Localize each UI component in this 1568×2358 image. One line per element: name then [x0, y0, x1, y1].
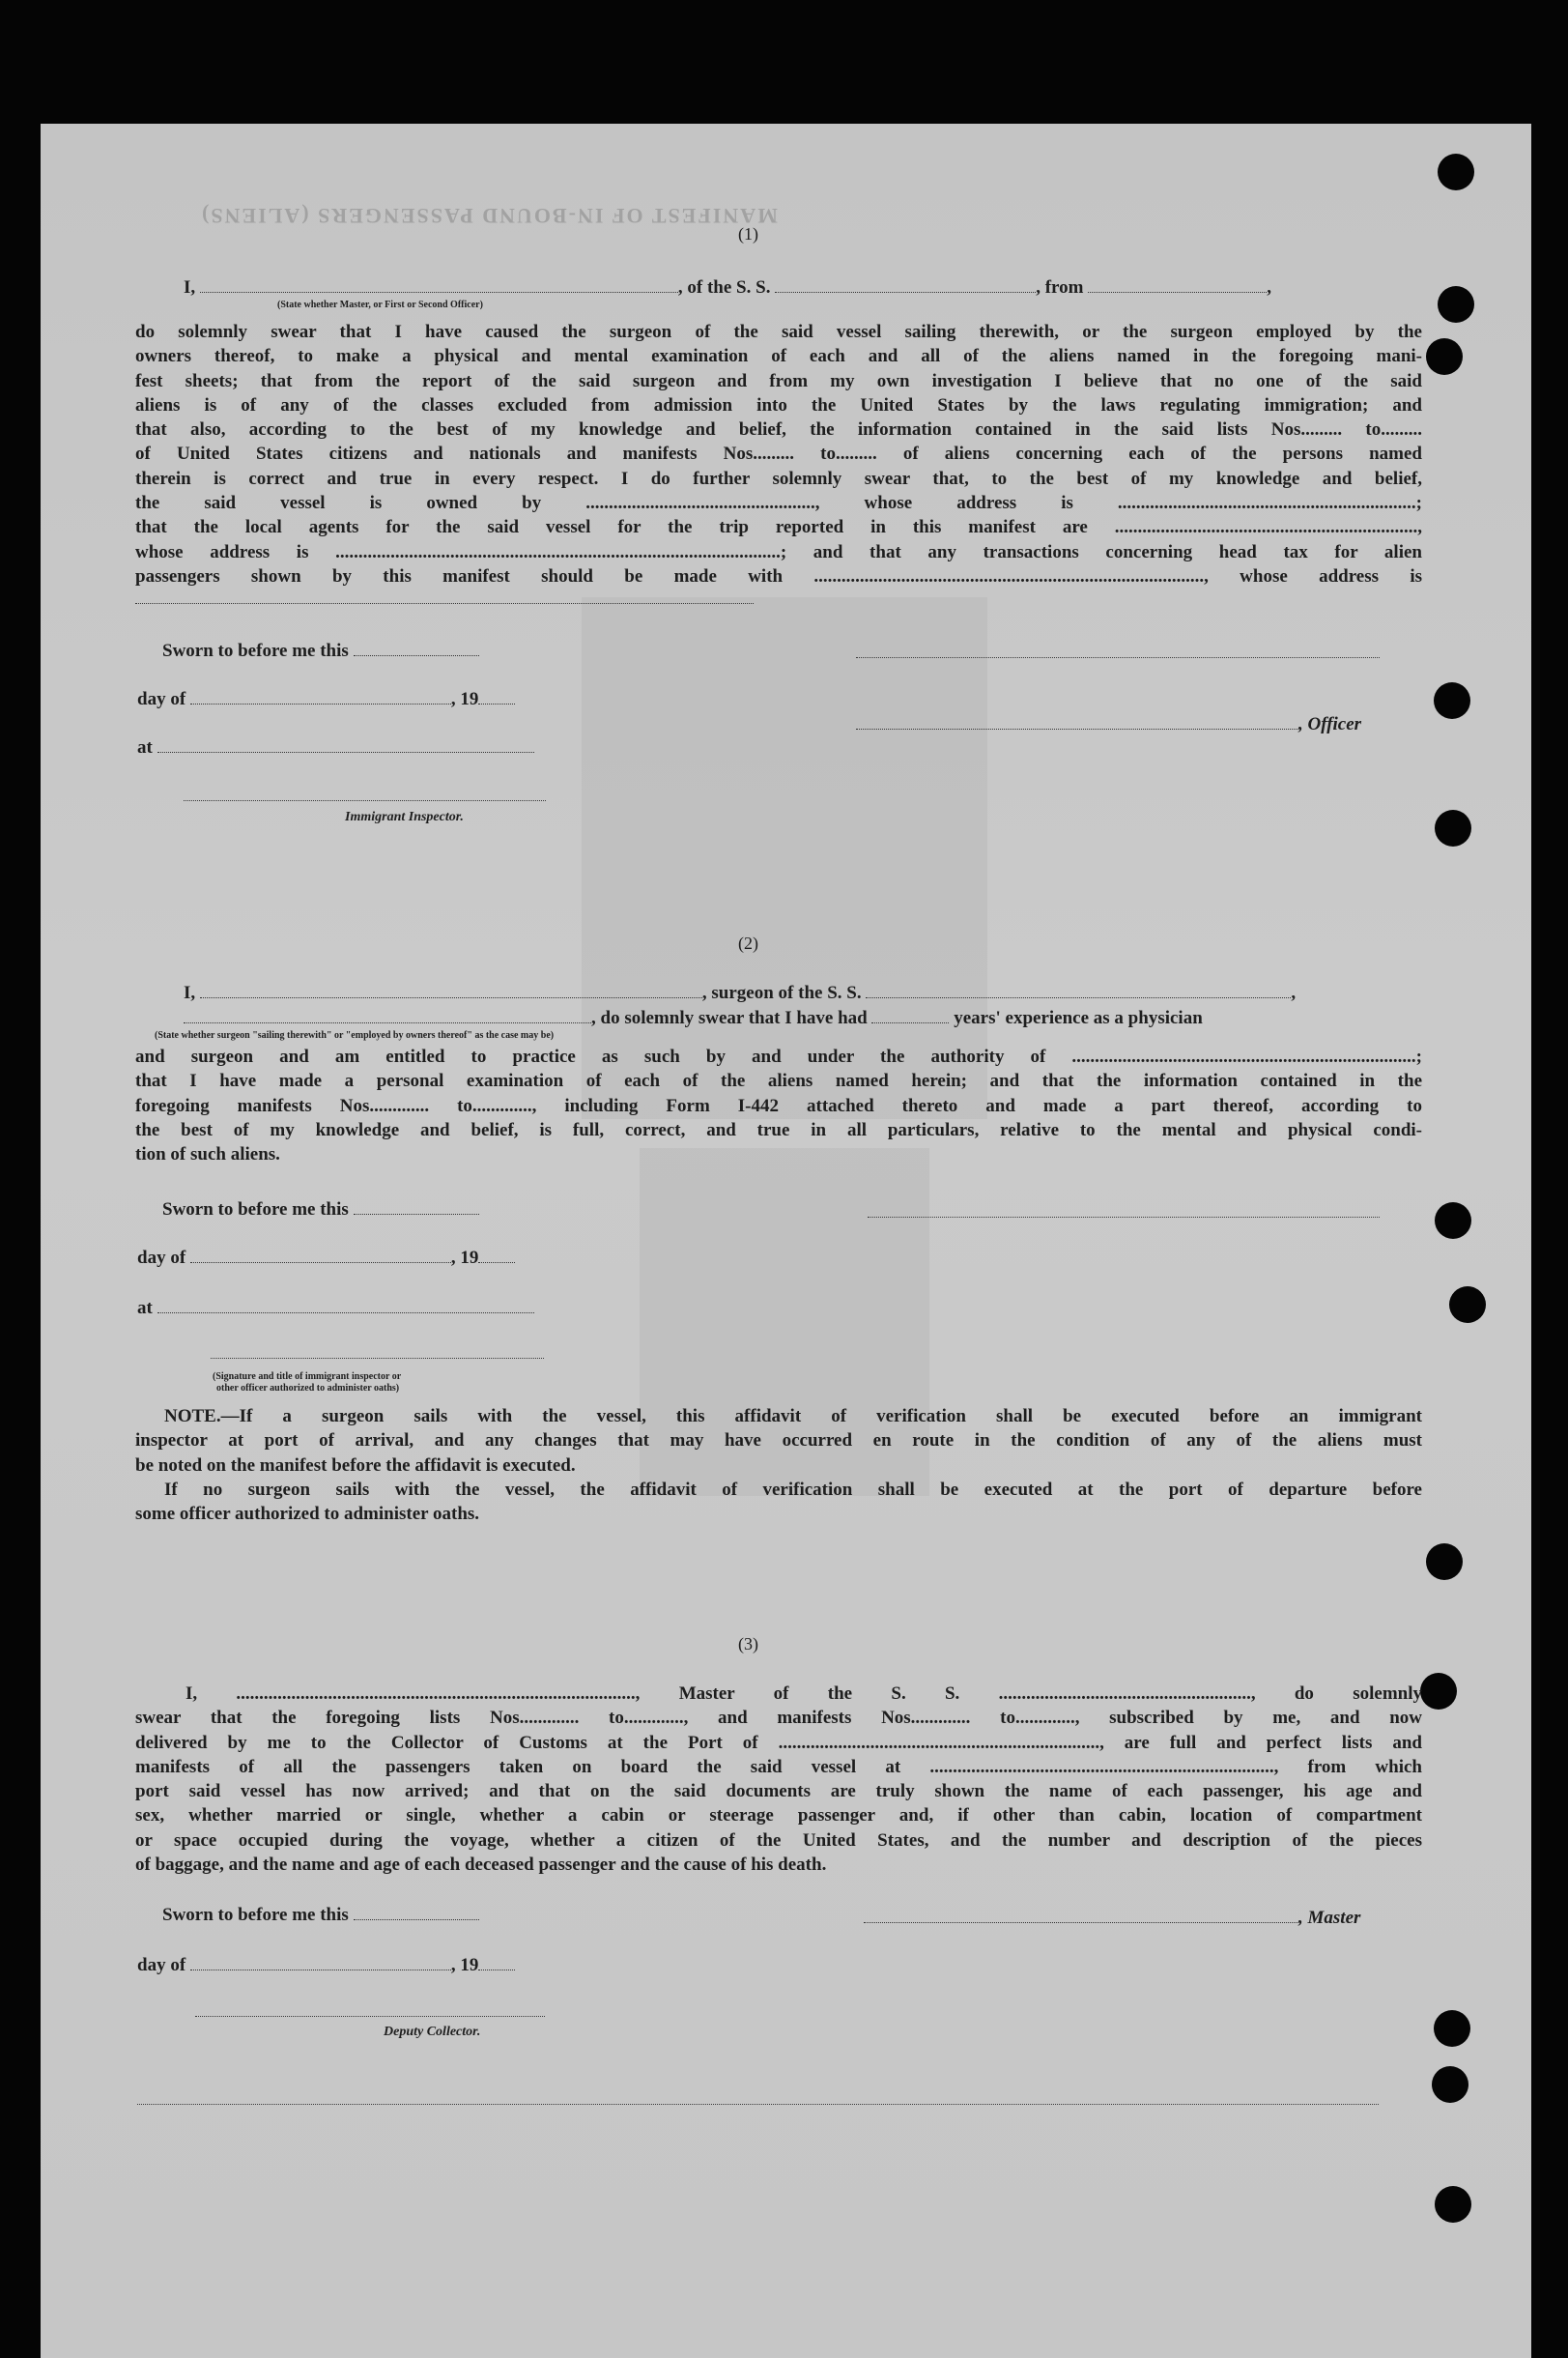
- s1-body-line: fest sheets; that from the report of the said surgeon and from my own investigation I believe that no one of the said: [135, 370, 1422, 391]
- s2-at-line: [137, 1295, 534, 1321]
- s2-i-label: I,: [184, 983, 196, 1004]
- s1-vessel-field[interactable]: [775, 274, 1036, 293]
- s2-vessel-field[interactable]: [866, 980, 1291, 998]
- section-1-number: (1): [738, 224, 758, 244]
- s2-surgeon-signature-field[interactable]: [868, 1217, 1380, 1218]
- binder-hole: [1432, 2066, 1468, 2103]
- s1-body-line: that also, according to the best of my knowledge and belief, the information contained in the said lists Nos......... to.........: [135, 419, 1422, 441]
- s1-oath-body: [135, 320, 1422, 589]
- s2-signature-note-2: other officer authorized to administer oaths): [216, 1383, 400, 1394]
- s1-sworn-line: [162, 638, 479, 664]
- s1-of-ss-label: , of the S. S.: [677, 277, 771, 299]
- s1-day-label: day of: [137, 689, 186, 710]
- s3-collector-signature-field[interactable]: [195, 2016, 545, 2017]
- s2-signature-note-1: (Signature and title of immigrant inspector or: [213, 1371, 402, 1382]
- s2-note2-line: If no surgeon sails with the vessel, the affidavit of verification shall be executed at the port of departure before: [164, 1479, 1422, 1500]
- s1-from-label: , from: [1036, 277, 1084, 299]
- s2-inspector-signature-field[interactable]: [211, 1358, 544, 1359]
- s2-years-label: years' experience as a physician: [954, 1008, 1203, 1029]
- s2-note2-line-last: some officer authorized to administer oaths.: [135, 1504, 480, 1525]
- s2-sworn-line: [162, 1196, 479, 1222]
- s2-note: [135, 1404, 1422, 1526]
- s1-body-line: aliens is of any of the classes excluded from admission into the United States by the laws regulating immigration; and: [135, 394, 1422, 416]
- s2-line2: [184, 1005, 1203, 1031]
- s2-surgeon-note: (State whether surgeon "sailing therewith" or "employed by owners thereof" as the case may be): [155, 1030, 555, 1041]
- binder-hole: [1435, 2186, 1471, 2223]
- s2-surgeon-label: , surgeon of the S. S.: [701, 983, 862, 1004]
- s2-year-field[interactable]: [478, 1245, 515, 1263]
- s1-inspector-label: Immigrant Inspector.: [345, 810, 464, 824]
- s2-at-label: at: [137, 1298, 153, 1319]
- binder-hole: [1438, 286, 1474, 323]
- s2-note-line: inspector at port of arrival, and any changes that may have occurred en route in the condition of any of the aliens must: [135, 1430, 1422, 1452]
- s3-master-label: , Master: [1298, 1908, 1361, 1929]
- s3-sworn-line: [162, 1902, 479, 1928]
- s1-body-line: do solemnly swear that I have caused the surgeon of the said vessel sailing therewith, or the surgeon employed by the: [135, 322, 1422, 342]
- s2-day-field[interactable]: [190, 1245, 451, 1263]
- s1-year-field[interactable]: [478, 686, 515, 705]
- s2-note-text: —If a surgeon sails with the vessel, this affidavit of verification shall be executed before an immigrant: [220, 1406, 1422, 1426]
- s2-surgeon-name-field[interactable]: [200, 980, 702, 998]
- binder-hole: [1449, 1286, 1486, 1323]
- section-3-number: (3): [738, 1634, 758, 1653]
- s1-body-line: of United States citizens and nationals and manifests Nos......... to......... of aliens concerning each of the persons named: [135, 444, 1422, 465]
- s2-body-line: foregoing manifests Nos............. to............., including Form I-442 attached thereto and made a part thereof, according to: [135, 1095, 1422, 1116]
- s1-day-line: [137, 686, 515, 712]
- binder-hole: [1434, 682, 1470, 719]
- s3-sworn-label: Sworn to before me this: [162, 1905, 349, 1926]
- s1-body-line: therein is correct and true in every respect. I do further solemnly swear that, to the best of my knowledge and belief,: [135, 468, 1422, 489]
- binder-hole: [1434, 2010, 1470, 2047]
- s3-body-line: manifests of all the passengers taken on board the said vessel at ..........................................................................., from which: [135, 1756, 1422, 1777]
- s3-day-label: day of: [137, 1955, 186, 1976]
- s2-note-label: NOTE.: [164, 1406, 221, 1426]
- s1-i-label: I,: [184, 277, 196, 299]
- binder-hole: [1435, 1202, 1471, 1239]
- s2-sworn-date-field[interactable]: [354, 1196, 479, 1215]
- s2-body-line: the best of my knowledge and belief, is full, correct, and true in all particulars, relative to the mental and physical condi-: [135, 1119, 1422, 1140]
- s2-years-field[interactable]: [871, 1005, 949, 1023]
- s1-at-label: at: [137, 737, 153, 759]
- s2-body-line: that I have made a personal examination of each of the aliens named herein; and that the information contained in the: [135, 1071, 1422, 1092]
- s3-year-label: , 19: [450, 1955, 479, 1976]
- s1-body-line: owners thereof, to make a physical and mental examination of each and all of the aliens named in the foregoing mani-: [135, 346, 1422, 367]
- s2-oath-body: [135, 1045, 1422, 1166]
- s2-surgeon-type-field[interactable]: [184, 1005, 591, 1023]
- s1-officer-field[interactable]: [856, 711, 1298, 730]
- binder-hole: [1420, 1673, 1457, 1710]
- s1-line1: I, , of the S. S. , from ,: [184, 274, 1271, 301]
- s2-body-line-last: tion of such aliens.: [135, 1144, 280, 1165]
- s3-body-line: sex, whether married or single, whether a cabin or steerage passenger and, if other than cabin, location of compartment: [135, 1805, 1422, 1826]
- s3-day-field[interactable]: [190, 1952, 451, 1970]
- s1-officer-name-field[interactable]: [200, 274, 678, 293]
- s3-master-line: [864, 1905, 1360, 1931]
- binder-hole: [1438, 154, 1474, 190]
- s1-body-line: that the local agents for the said vessel for the trip reported in this manifest are ..................................................................,: [135, 517, 1422, 538]
- s1-sworn-date-field[interactable]: [354, 638, 479, 656]
- section-2-number: (2): [738, 934, 758, 953]
- s3-oath-body: [135, 1682, 1422, 1877]
- s2-day-label: day of: [137, 1248, 186, 1269]
- s3-body-line: or space occupied during the voyage, whether a citizen of the United States, and the number and description of the pieces: [135, 1829, 1422, 1851]
- s1-officer-label: , Officer: [1298, 714, 1362, 735]
- bleed-through-heading: MANIFEST OF IN-BOUND PASSENGERS (ALIENS): [200, 204, 778, 228]
- s3-collector-label: Deputy Collector.: [384, 2025, 481, 2039]
- document-page: [41, 124, 1531, 2358]
- s1-at-line: [137, 734, 534, 761]
- s2-sworn-label: Sworn to before me this: [162, 1199, 349, 1221]
- s1-body-line: whose address is .................................................................................................; and that any transactions concerning head tax for alien: [135, 541, 1422, 562]
- s3-body-line: port said vessel has now arrived; and that on the said documents are truly shown the name of each passenger, his age and: [135, 1781, 1422, 1802]
- s1-inspector-signature-field[interactable]: [184, 800, 546, 801]
- bottom-rule: [137, 2104, 1379, 2105]
- s3-body-line: swear that the foregoing lists Nos............. to............., and manifests Nos............. to............., subscribed by me, and now: [135, 1708, 1422, 1729]
- s1-from-field[interactable]: [1088, 274, 1267, 293]
- s2-swear-label: , do solemnly swear that I have had: [591, 1008, 868, 1029]
- s3-body-line: I, ......................................................................................., Master of the S. S. ......................................................., do solemnly: [185, 1683, 1422, 1704]
- s1-body-line: passengers shown by this manifest should be made with ....................................................................................., whose address is: [135, 565, 1422, 587]
- s2-year-label: , 19: [450, 1248, 479, 1269]
- s1-year-label: , 19: [450, 689, 479, 710]
- s1-address-field[interactable]: [135, 603, 754, 604]
- s2-body-line: and surgeon and am entitled to practice as such by and under the authority of ...........................................................................;: [135, 1047, 1422, 1067]
- s1-sworn-label: Sworn to before me this: [162, 641, 349, 662]
- s2-day-line: [137, 1245, 515, 1271]
- s1-body-line: the said vessel is owned by .................................................., whose address is .................................................................;: [135, 493, 1422, 514]
- s2-note-line-last: be noted on the manifest before the affidavit is executed.: [135, 1454, 576, 1476]
- binder-hole: [1426, 338, 1463, 375]
- s2-note-line: [135, 1404, 1422, 1428]
- bleed-through-area: [582, 597, 987, 1119]
- s2-at-field[interactable]: [157, 1295, 534, 1313]
- binder-hole: [1435, 810, 1471, 847]
- s1-officer-note: (State whether Master, or First or Second Officer): [277, 300, 483, 310]
- s3-day-line: [137, 1952, 515, 1978]
- binder-hole: [1426, 1543, 1463, 1580]
- s2-line1: I, , surgeon of the S. S. ,: [184, 980, 1296, 1006]
- s1-officer-signature-field[interactable]: [856, 657, 1380, 658]
- s3-sworn-date-field[interactable]: [354, 1902, 479, 1920]
- s3-master-field[interactable]: [864, 1905, 1298, 1923]
- s1-at-field[interactable]: [157, 734, 534, 753]
- s1-day-field[interactable]: [190, 686, 451, 705]
- s3-body-line-last: of baggage, and the name and age of each deceased passenger and the cause of his death.: [135, 1855, 827, 1876]
- s3-body-line: delivered by me to the Collector of Customs at the Port of ......................................................................, are full and perfect lists and: [135, 1732, 1422, 1753]
- s1-officer-line: [856, 711, 1361, 737]
- s3-year-field[interactable]: [478, 1952, 515, 1970]
